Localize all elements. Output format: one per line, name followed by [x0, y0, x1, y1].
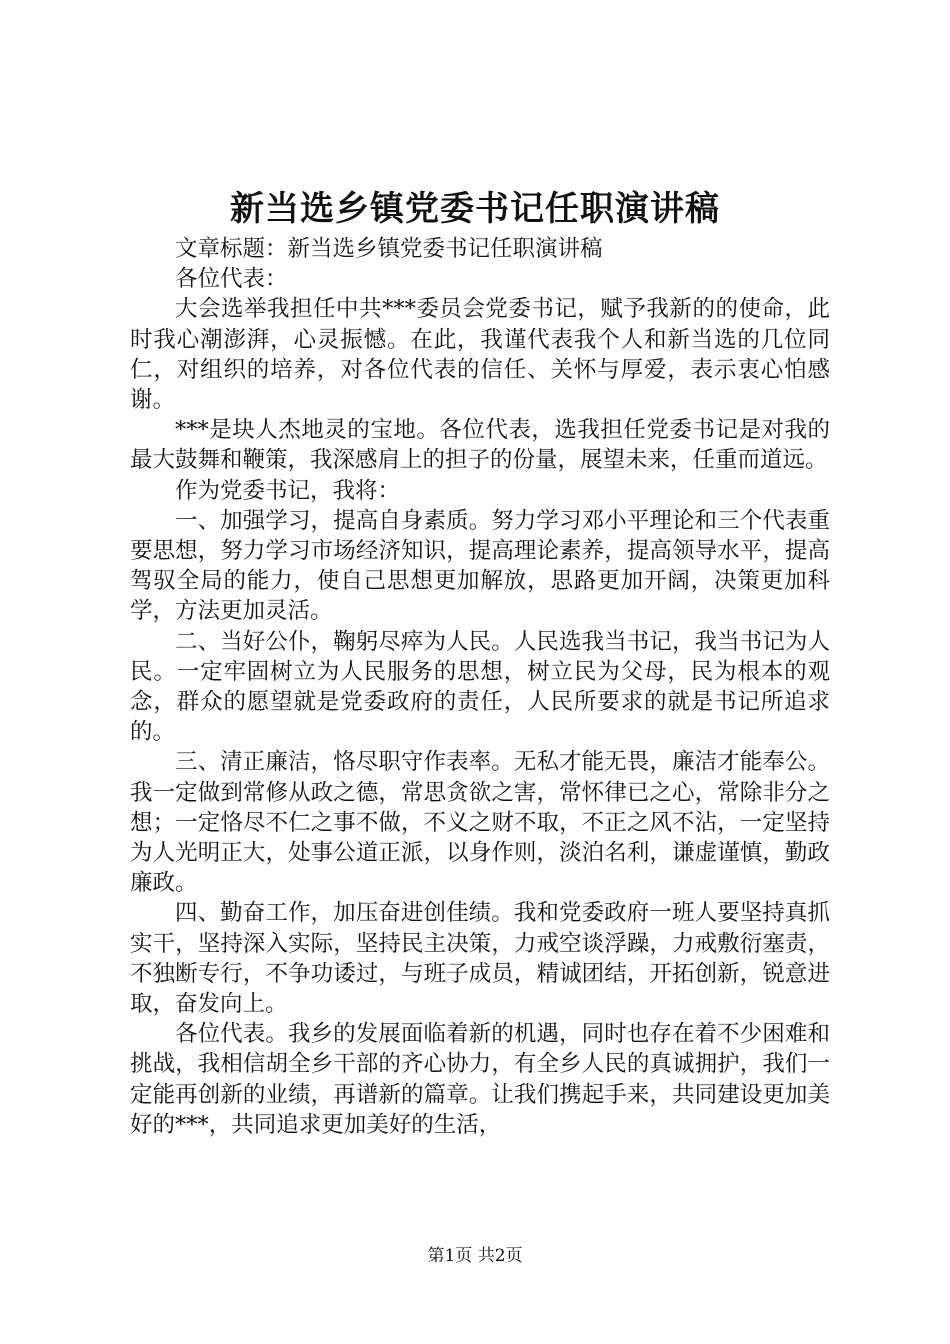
paragraph-homeland: ***是块人杰地灵的宝地。各位代表，选我担任党委书记是对我的最大鼓舞和鞭策，我深感肩上的担子的份量，展望未来，任重而道远。 [130, 417, 830, 474]
paragraph-salutation: 各位代表： [175, 266, 288, 293]
paragraph-point-three: 三、清正廉洁，恪尽职守作表率。无私才能无畏，廉洁才能奉公。我一定做到常修从政之德，常思贪欲之害，常怀律已之心，常除非分之想；一定恪尽不仁之事不做，不义之财不取，不正之风不沾，一定坚持为人光明正大，处事公道正派，以身作则，淡泊名利，谦虚谨慎，勤政廉政。 [130, 749, 830, 897]
paragraph-closing: 各位代表。我乡的发展面临着新的机遇，同时也存在着不少困难和挑战，我相信胡全乡干部的齐心协力，有全乡人民的真诚拥护，我们一定能再创新的业绩，再谱新的篇章。让我们携起手来，共同建设更加美好的***，共同追求更加美好的生活， [130, 1021, 830, 1138]
document-body [130, 234, 830, 1140]
paragraph-article-title: 文章标题：新当选乡镇党委书记任职演讲稿 [175, 236, 603, 262]
paragraph-intro-points: 作为党委书记，我将： [175, 477, 401, 504]
paragraph-point-two: 二、当好公仆，鞠躬尽瘁为人民。人民选我当书记，我当书记为人民。一定牢固树立为人民服务的思想，树立民为父母，民为根本的观念，群众的愿望就是党委政府的责任，人民所要求的就是书记所追求的。 [130, 628, 830, 746]
paragraph-opening: 大会选举我担任中共***委员会党委书记，赋予我新的的使命，此时我心潮澎湃，心灵振憾。在此，我谨代表我个人和新当选的几位同仁，对组织的培养，对各位代表的信任、关怀与厚爱，表示衷心怕感谢。 [130, 296, 830, 414]
paragraph-point-one: 一、加强学习，提高自身素质。努力学习邓小平理论和三个代表重要思想，努力学习市场经济知识，提高理论素养，提高领导水平，提高驾驭全局的能力，使自己思想更加解放，思路更加开阔，决策更加科学，方法更加灵活。 [130, 507, 830, 625]
paragraph-point-four: 四、勤奋工作，加压奋进创佳绩。我和党委政府一班人要坚持真抓实干，坚持深入实际，坚持民主决策，力戒空谈浮躁，力戒敷衍塞责，不独断专行，不争功诿过，与班子成员，精诚团结，开拓创新，锐意进取，奋发向上。 [130, 900, 830, 1018]
page-number-footer: 第1页 共2页 [427, 1246, 523, 1266]
document-title: 新当选乡镇党委书记任职演讲稿 [230, 189, 720, 229]
